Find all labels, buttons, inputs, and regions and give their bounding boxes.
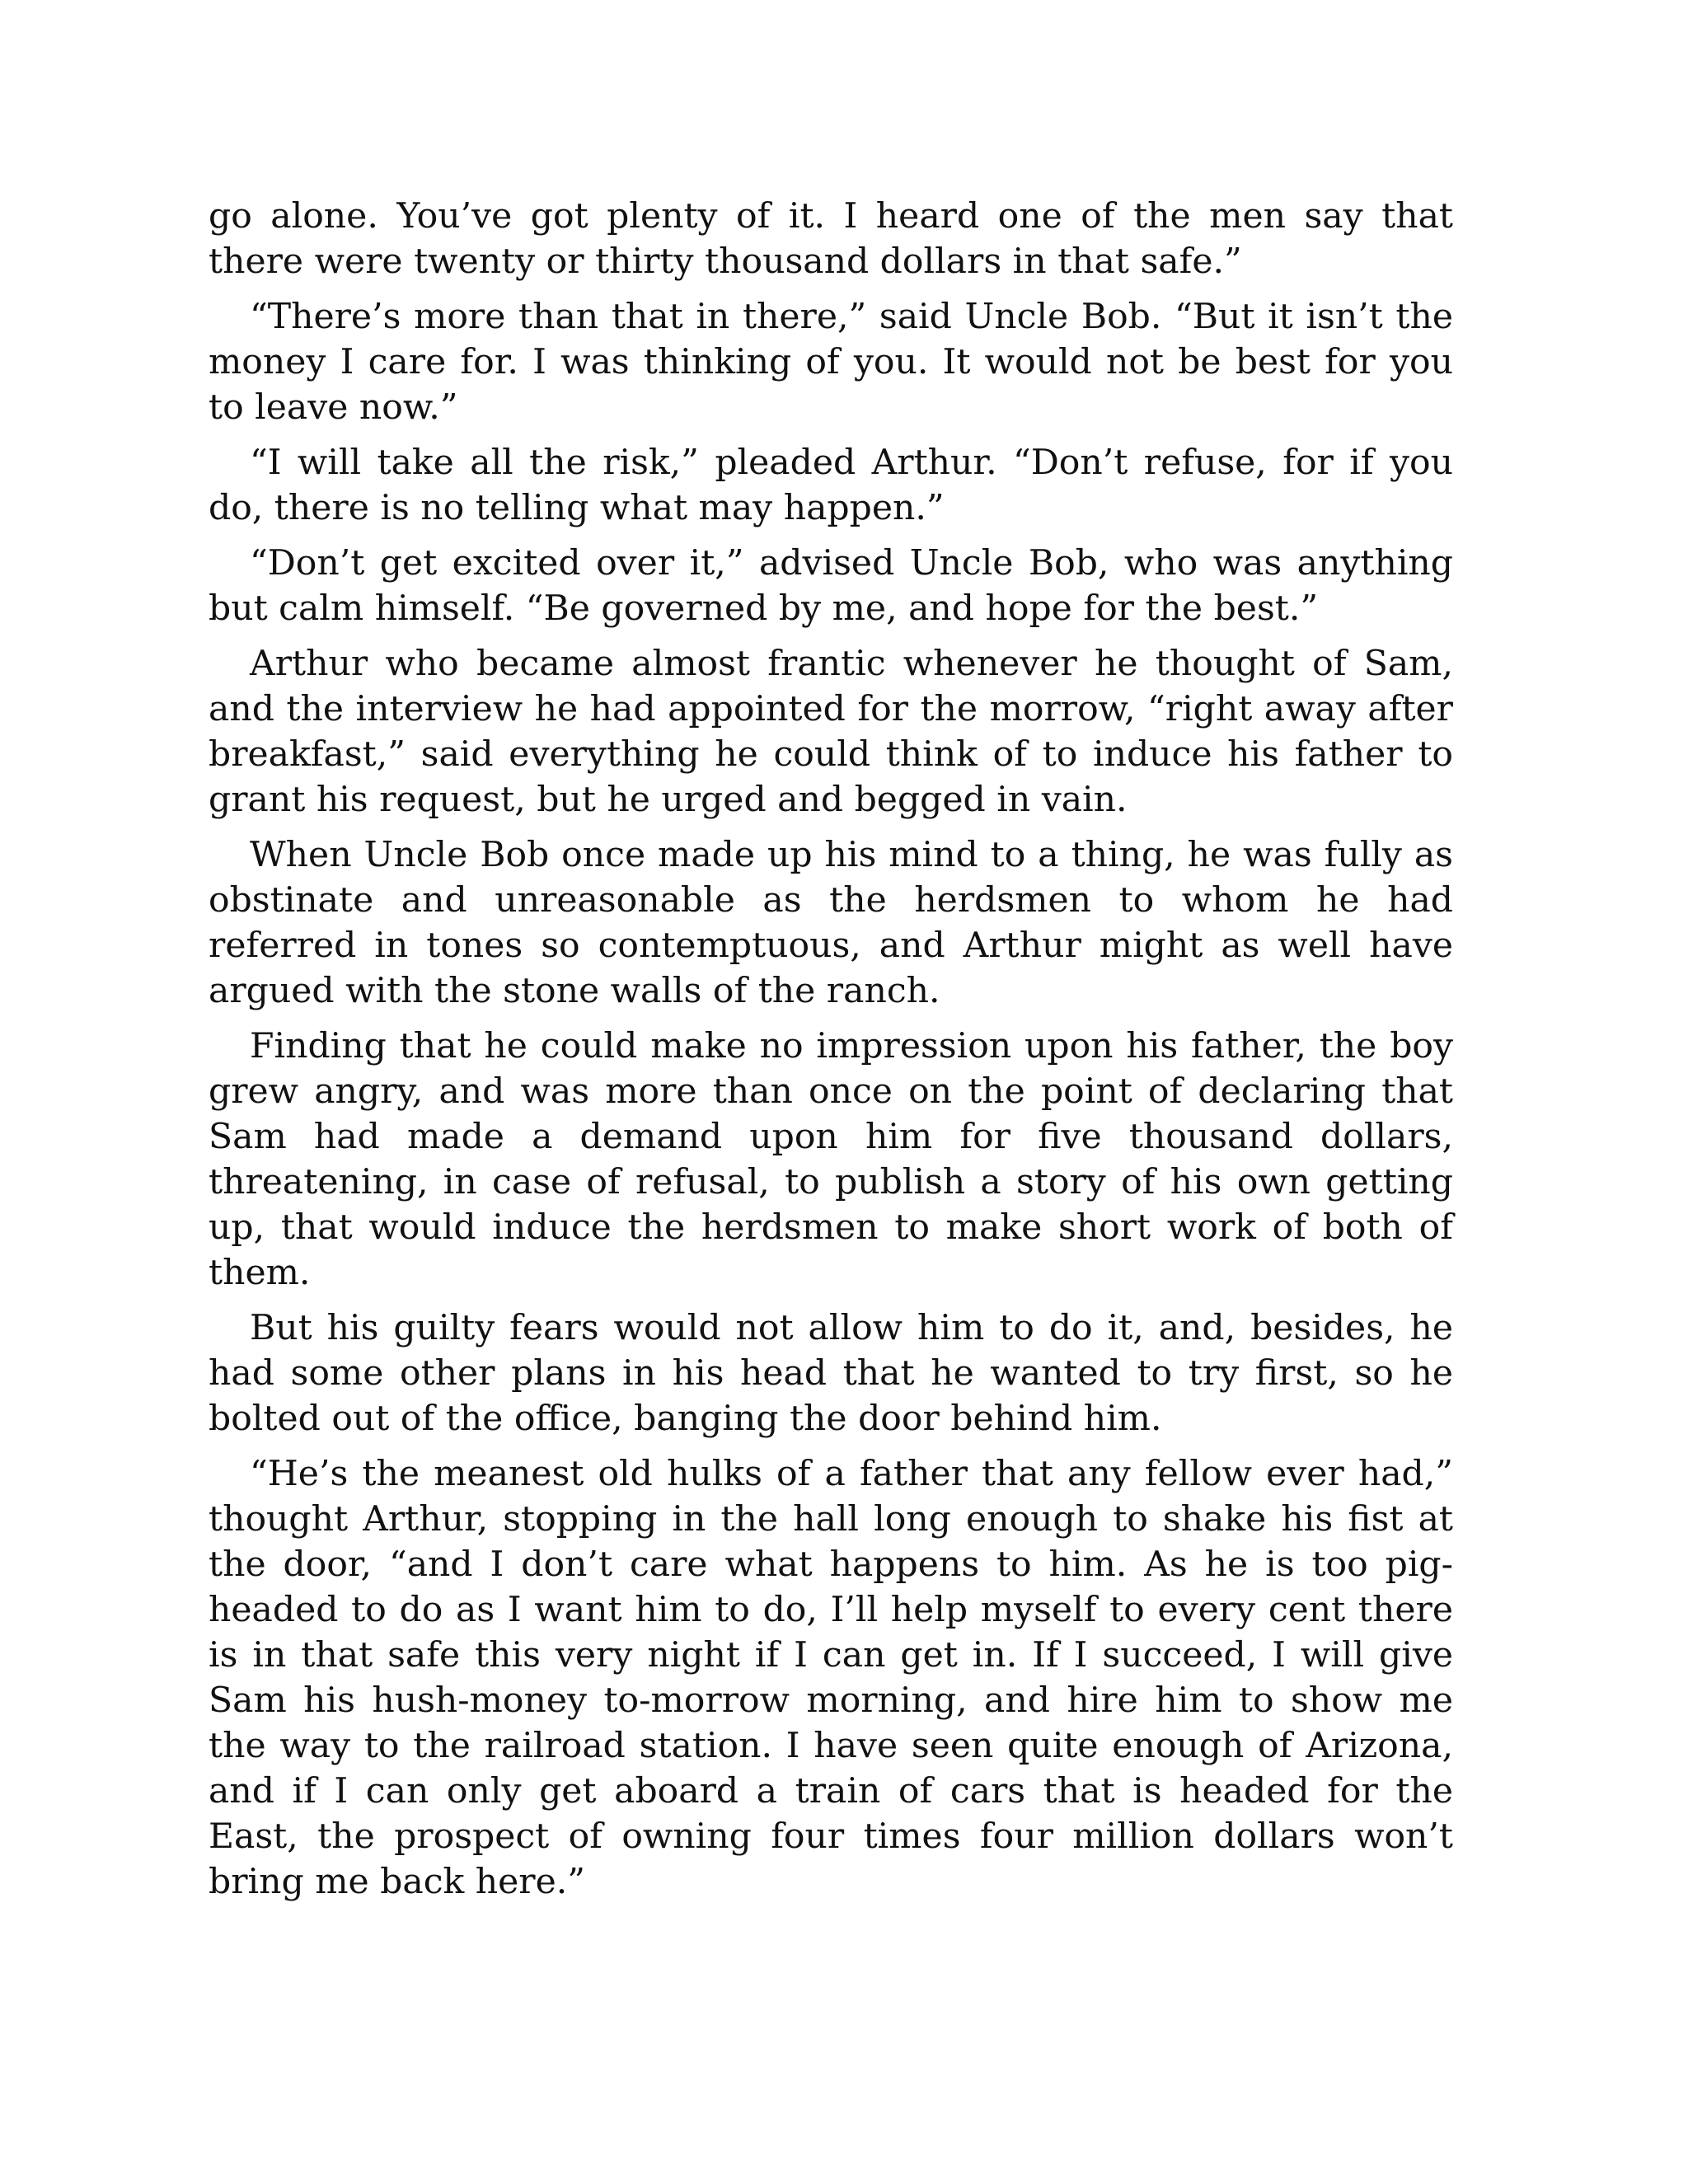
page-body-text	[209, 194, 1453, 1915]
paragraph-3: “I will take all the risk,” pleaded Arthur. “Don’t refuse, for if you do, there is no telling what may happen.”	[209, 443, 1453, 528]
paragraph-5: Arthur who became almost frantic whenever he thought of Sam, and the interview he had appointed for the morrow, “right away after breakfast,” said everything he could think of to induce his father to grant his request, but he urged and begged in vain.	[209, 644, 1453, 820]
paragraph-9: “He’s the meanest old hulks of a father that any fellow ever had,” thought Arthur, stopping in the hall long enough to shake his fist at the door, “and I don’t care what happens to him. As he is too pig-headed to do as I want him to do, I’ll help myself to every cent there is in that safe this very night if I can get in. If I succeed, I will give Sam his hush-money to-morrow morning, and hire him to show me the way to the railroad station. I have seen quite enough of Arizona, and if I can only get aboard a train of cars that is headed for the East, the prospect of owning four times four million dollars won’t bring me back here.”	[209, 1454, 1453, 1902]
paragraph-2: “There’s more than that in there,” said Uncle Bob. “But it isn’t the money I care for. I was thinking of you. It would not be best for you to leave now.”	[209, 297, 1453, 428]
paragraph-1: go alone. You’ve got plenty of it. I heard one of the men say that there were twenty or thirty thousand dollars in that safe.”	[209, 196, 1453, 282]
paragraph-4: “Don’t get excited over it,” advised Uncle Bob, who was anything but calm himself. “Be governed by me, and hope for the best.”	[209, 543, 1453, 629]
paragraph-7: Finding that he could make no impression upon his father, the boy grew angry, and was more than once on the point of declaring that Sam had made a demand upon him for five thousand dollars, threatening, in case of refusal, to publish a story of his own getting up, that would induce the herdsmen to make short work of both of them.	[209, 1026, 1453, 1293]
paragraph-8: But his guilty fears would not allow him to do it, and, besides, he had some other plans in his head that he wanted to try first, so he bolted out of the office, banging the door behind him.	[209, 1308, 1453, 1439]
paragraph-6: When Uncle Bob once made up his mind to a thing, he was fully as obstinate and unreasonable as the herdsmen to whom he had referred in tones so contemptuous, and Arthur might as well have argued with the stone walls of the ranch.	[209, 835, 1453, 1011]
